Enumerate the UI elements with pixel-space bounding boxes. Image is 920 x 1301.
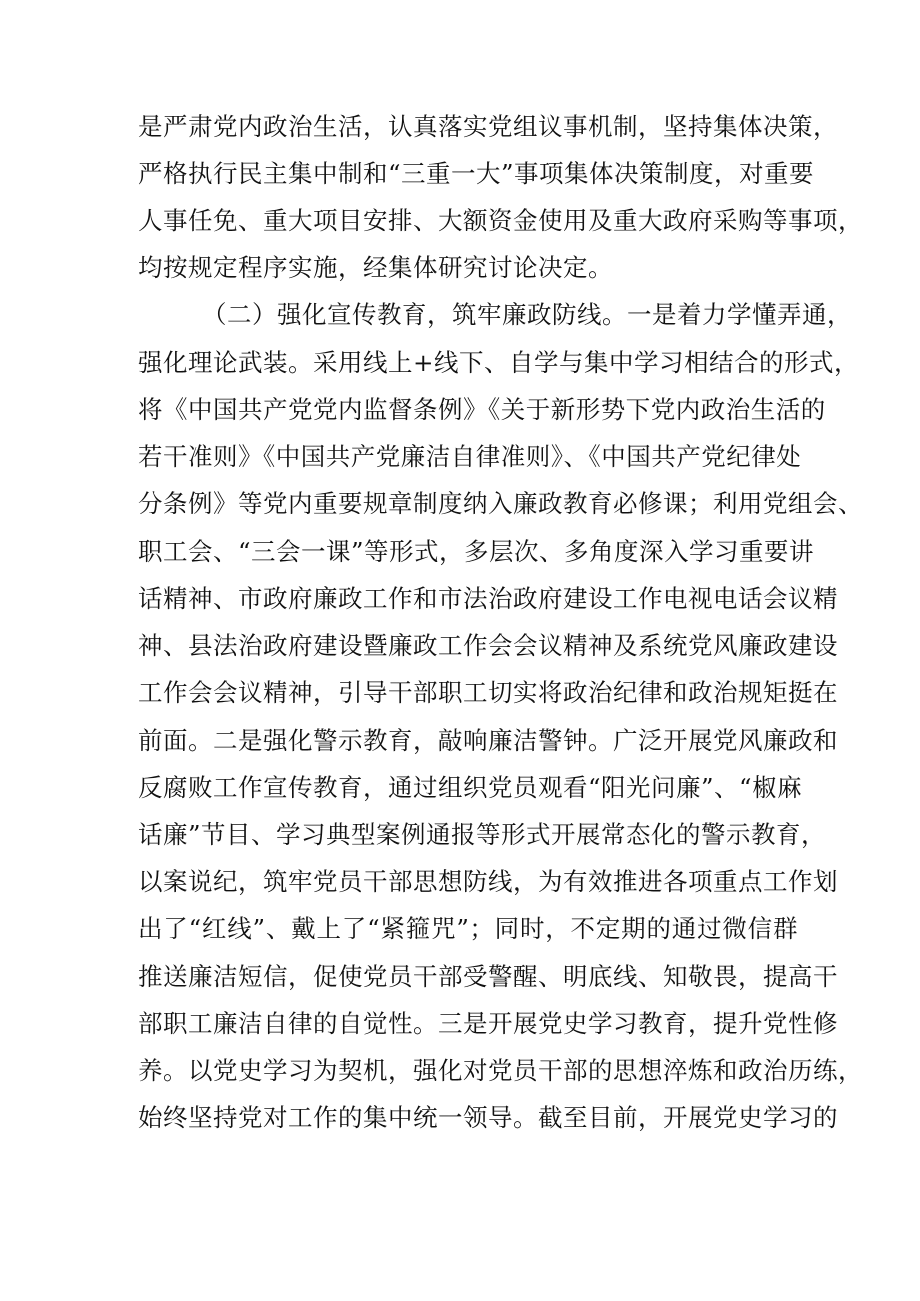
text-line-18: 出了“红线”、戴上了“紧箍咒”；同时，不定期的通过微信群	[138, 914, 798, 943]
text-line-1: 是严肃党内政治生活，认真落实党组议事机制，坚持集体决策，	[138, 112, 838, 141]
text-line-19: 推送廉洁短信，促使党员干部受警醒、明底线、知敬畏，提高干	[138, 962, 838, 991]
text-line-10: 职工会、“三会一课”等形式，多层次、多角度深入学习重要讲	[138, 537, 815, 566]
text-line-13: 工作会会议精神，引导干部职工切实将政治纪律和政治规矩挺在	[138, 678, 838, 707]
text-line-20: 部职工廉洁自律的自觉性。三是开展党史学习教育，提升党性修	[138, 1009, 838, 1038]
text-line-4: 均按规定程序实施，经集体研究讨论决定。	[138, 253, 613, 282]
text-line-11: 话精神、市政府廉政工作和市法治政府建设工作电视电话会议精	[138, 584, 838, 613]
text-line-17: 以案说纪，筑牢党员干部思想防线，为有效推进各项重点工作划	[138, 867, 838, 896]
text-line-21: 养。以党史学习为契机，强化对党员干部的思想淬炼和政治历练，	[138, 1056, 863, 1085]
text-line-16: 话廉”节目、学习典型案例通报等形式开展常态化的警示教育，	[138, 820, 827, 849]
text-line-9: 分条例》等党内重要规章制度纳入廉政教育必修课；利用党组会、	[138, 489, 863, 518]
text-line-6: 强化理论武装。采用线上+线下、自学与集中学习相结合的形式，	[138, 348, 860, 377]
text-line-15: 反腐败工作宣传教育，通过组织党员观看“阳光问廉”、“椒麻	[138, 773, 803, 802]
section-heading-line: （二）强化宣传教育，筑牢廉政防线。一是着力学懂弄通，	[202, 300, 852, 329]
text-line-14: 前面。二是强化警示教育，敲响廉洁警钟。广泛开展党风廉政和	[138, 726, 838, 755]
text-line-22: 始终坚持党对工作的集中统一领导。截至目前，开展党史学习的	[138, 1103, 838, 1132]
text-line-12: 神、县法治政府建设暨廉政工作会会议精神及系统党风廉政建设	[138, 631, 838, 660]
text-line-3: 人事任免、重大项目安排、大额资金使用及重大政府采购等事项，	[138, 206, 863, 235]
text-line-7: 将《中国共产党党内监督条例》《关于新形势下党内政治生活的	[138, 395, 826, 424]
text-line-8: 若干准则》《中国共产党廉洁自律准则》、《中国共产党纪律处	[138, 442, 802, 471]
text-line-2: 严格执行民主集中制和“三重一大”事项集体决策制度，对重要	[138, 159, 815, 188]
